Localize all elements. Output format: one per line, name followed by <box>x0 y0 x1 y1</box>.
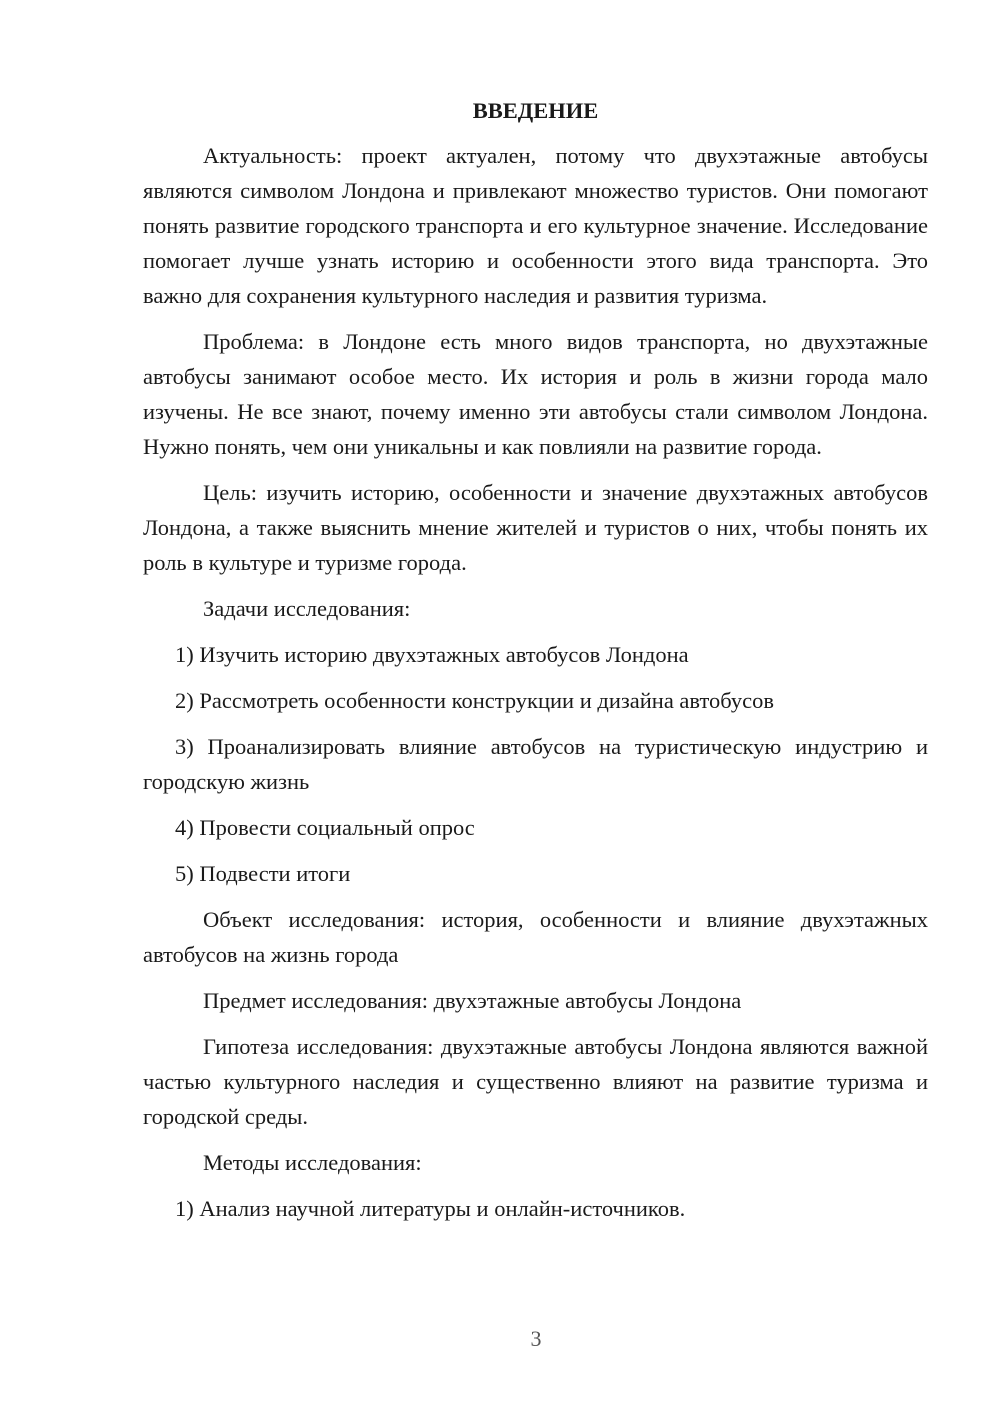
task-item-5: 5) Подвести итоги <box>175 861 351 886</box>
document-body <box>143 93 928 1237</box>
section-title: ВВЕДЕНИЕ <box>472 98 599 123</box>
paragraph-goal: Цель: изучить историю, особенности и значение двухэтажных автобусов Лондона, а также выяснить мнение жителей и туристов о них, чтобы понять их роль в культуре и туризме города. <box>143 480 928 575</box>
paragraph-methods-heading: Методы исследования: <box>203 1150 422 1175</box>
task-item-3: 3) Проанализировать влияние автобусов на туристическую индустрию и городскую жизнь <box>143 734 928 794</box>
paragraph-subject: Предмет исследования: двухэтажные автобусы Лондона <box>203 988 742 1013</box>
page-number: 3 <box>530 1326 542 1351</box>
task-item-1: 1) Изучить историю двухэтажных автобусов Лондона <box>175 642 689 667</box>
paragraph-relevance: Актуальность: проект актуален, потому что двухэтажные автобусы являются символом Лондона и привлекают множество туристов. Они помогают понять развитие городского транспорта и его культурное значение. Исследование помогает лучше узнать историю и особенности этого вида транспорта. Это важно для сохранения культурного наследия и развития туризма. <box>143 143 928 308</box>
paragraph-hypothesis: Гипотеза исследования: двухэтажные автобусы Лондона являются важной частью культурного наследия и существенно влияют на развитие туризма и городской среды. <box>143 1034 928 1129</box>
paragraph-tasks-heading: Задачи исследования: <box>203 596 411 621</box>
task-item-4: 4) Провести социальный опрос <box>175 815 475 840</box>
task-item-2: 2) Рассмотреть особенности конструкции и дизайна автобусов <box>175 688 774 713</box>
paragraph-problem: Проблема: в Лондоне есть много видов транспорта, но двухэтажные автобусы занимают особое место. Их история и роль в жизни города мало изучены. Не все знают, почему именно эти автобусы стали символом Лондона. Нужно понять, чем они уникальны и как повлияли на развитие города. <box>143 329 928 459</box>
paragraph-object: Объект исследования: история, особенности и влияние двухэтажных автобусов на жизнь города <box>143 907 928 967</box>
method-item-1: 1) Анализ научной литературы и онлайн-источников. <box>175 1196 686 1221</box>
